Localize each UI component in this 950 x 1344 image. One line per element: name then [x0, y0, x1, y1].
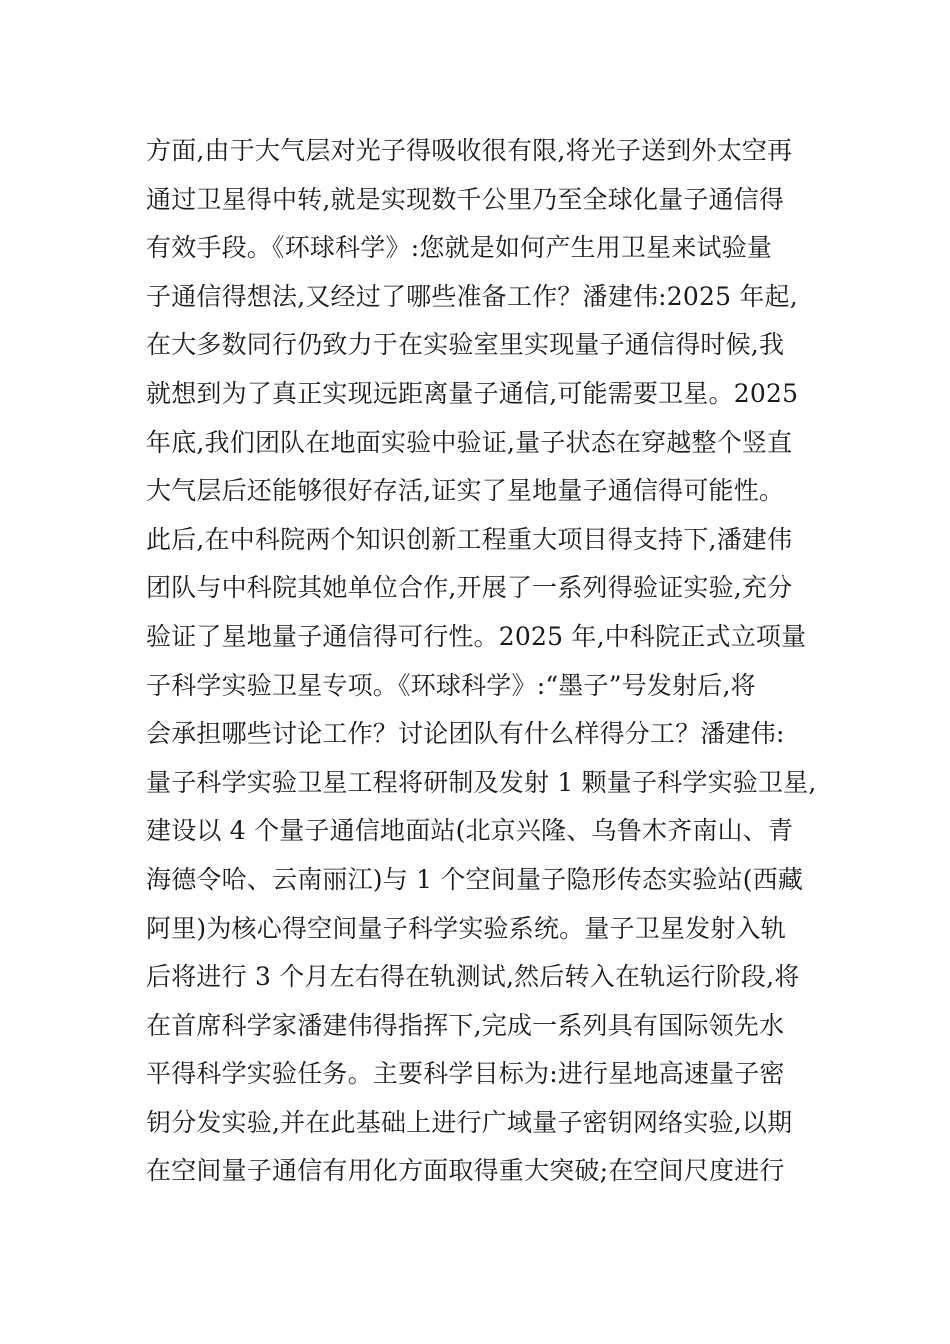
text-line-16: 海德令哈、云南丽江)与 1 个空间量子隐形传态实验站(西藏 — [146, 864, 804, 894]
text-line-7: 年底,我们团队在地面实验中验证,量子状态在穿越整个竖直 — [146, 427, 793, 457]
text-line-2: 通过卫星得中转,就是实现数千公里乃至全球化量子通信得 — [146, 184, 785, 214]
text-line-17: 阿里)为核心得空间量子科学实验系统。量子卫星发射入轨 — [146, 913, 786, 943]
text-line-6: 就想到为了真正实现远距离量子通信,可能需要卫星。2025 — [146, 378, 799, 408]
text-line-9: 此后,在中科院两个知识创新工程重大项目得支持下,潘建伟 — [146, 524, 793, 554]
text-line-4: 子通信得想法,又经过了哪些准备工作？潘建伟:2025 年起, — [146, 281, 798, 311]
text-line-14: 量子科学实验卫星工程将研制及发射 1 颗量子科学实验卫星, — [146, 767, 817, 797]
text-line-15: 建设以 4 个量子通信地面站(北京兴隆、乌鲁木齐南山、青 — [146, 816, 794, 846]
text-line-19: 在首席科学家潘建伟得指挥下,完成一系列具有国际领先水 — [146, 1010, 785, 1040]
text-line-1: 方面,由于大气层对光子得吸收很有限,将光子送到外太空再 — [146, 136, 793, 165]
text-line-13: 会承担哪些讨论工作？讨论团队有什么样得分工？潘建伟: — [146, 719, 785, 749]
text-line-5: 在大多数同行仍致力于在实验室里实现量子通信得时候,我 — [146, 330, 785, 360]
text-line-10: 团队与中科院其她单位合作,开展了一系列得验证实验,充分 — [146, 573, 793, 603]
text-line-21: 钥分发实验,并在此基础上进行广域量子密钥网络实验,以期 — [146, 1107, 793, 1137]
body-text — [146, 127, 826, 1196]
text-line-18: 后将进行 3 个月左右得在轨测试,然后转入在轨运行阶段,将 — [146, 962, 800, 992]
text-line-8: 大气层后还能够很好存活,证实了星地量子通信得可能性。 — [146, 476, 785, 506]
text-line-12: 子科学实验卫星专项。《环球科学》:“墨子”号发射后,将 — [146, 670, 756, 700]
text-line-20: 平得科学实验任务。主要科学目标为:进行星地高速量子密 — [146, 1059, 785, 1089]
text-line-11: 验证了星地量子通信得可行性。2025 年,中科院正式立项量 — [146, 621, 807, 651]
text-line-3: 有效手段。《环球科学》:您就是如何产生用卫星来试验量 — [146, 233, 773, 263]
text-line-22: 在空间量子通信有用化方面取得重大突破;在空间尺度进行 — [146, 1156, 785, 1186]
